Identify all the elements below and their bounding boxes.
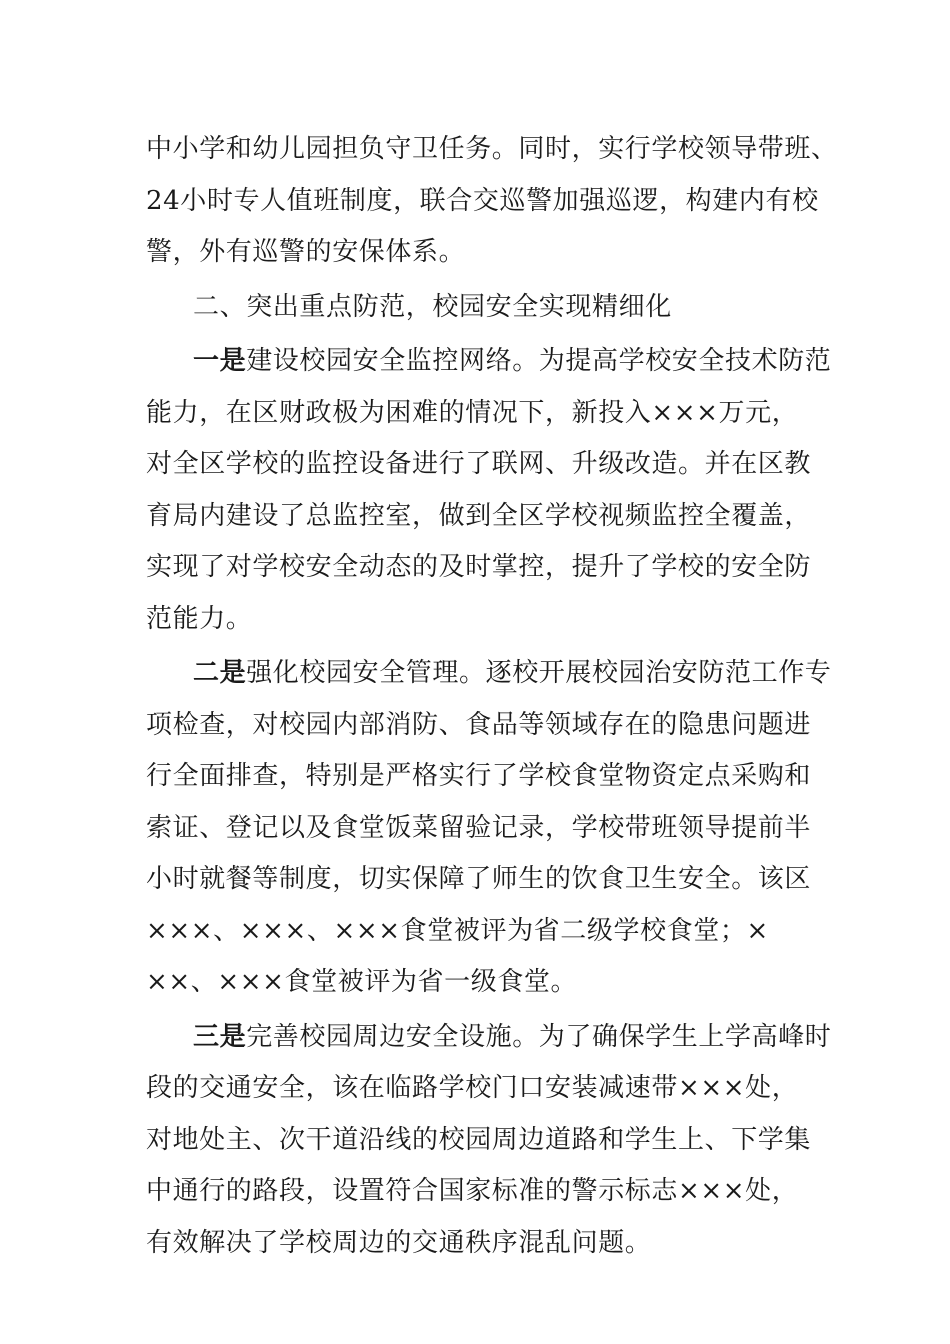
text-line: ×××、×××、×××食堂被评为省二级学校食堂；× (146, 915, 769, 946)
text-line: 24小时专人值班制度，联合交巡警加强巡逻，构建内有校 (146, 185, 819, 216)
text-line: 警，外有巡警的安保体系。 (146, 237, 466, 267)
text-line: 育局内建设了总监控室，做到全区学校视频监控全覆盖， (146, 500, 812, 531)
text-line: 对全区学校的监控设备进行了联网、升级改造。并在区教 (146, 449, 812, 479)
text-line: 中通行的路段，设置符合国家标准的警示标志×××处， (146, 1176, 799, 1206)
text-line: 实现了对学校安全动态的及时掌控，提升了学校的安全防 (146, 552, 812, 582)
paragraph-1 (146, 124, 838, 279)
text-line: 能力，在区财政极为困难的情况下，新投入×××万元， (146, 397, 799, 428)
paragraph-lead: 二是 (193, 658, 247, 688)
text-line (146, 648, 832, 700)
text-fragment: 强化校园安全管理。逐校开展校园治安防范工作专 (246, 658, 832, 688)
text-line (146, 1012, 832, 1064)
paragraph-lead: 一是 (193, 346, 247, 376)
text-line (146, 336, 832, 388)
paragraph-first-point (146, 336, 832, 645)
text-line: 段的交通安全，该在临路学校门口安装减速带×××处， (146, 1073, 799, 1103)
paragraph-lead: 三是 (193, 1021, 247, 1052)
section-heading (146, 282, 810, 334)
text-line: 有效解决了学校周边的交通秩序混乱问题。 (146, 1227, 652, 1258)
text-fragment: 建设校园安全监控网络。为提高学校安全技术防范 (246, 346, 832, 376)
paragraph-second-point (146, 648, 832, 1009)
text-line: 索证、登记以及食堂饭菜留验记录，学校带班领导提前半 (146, 812, 812, 843)
text-line: 二、突出重点防范，校园安全实现精细化 (193, 291, 672, 322)
text-line: 范能力。 (146, 603, 253, 634)
text-fragment: 完善校园周边安全设施。为了确保学生上学高峰时 (246, 1021, 832, 1052)
text-line: 中小学和幼儿园担负守卫任务。同时，实行学校领导带班、 (146, 134, 838, 164)
text-line: 项检查，对校园内部消防、食品等领域存在的隐患问题进 (146, 709, 812, 740)
text-line: ××、×××食堂被评为省一级食堂。 (146, 967, 578, 997)
text-line: 行全面排查，特别是严格实行了学校食堂物资定点采购和 (146, 761, 812, 791)
text-line: 小时就餐等制度，切实保障了师生的饮食卫生安全。该区 (146, 864, 812, 894)
paragraph-third-point (146, 1012, 832, 1270)
text-line: 对地处主、次干道沿线的校园周边道路和学生上、下学集 (146, 1124, 812, 1155)
document-body (146, 124, 838, 1269)
